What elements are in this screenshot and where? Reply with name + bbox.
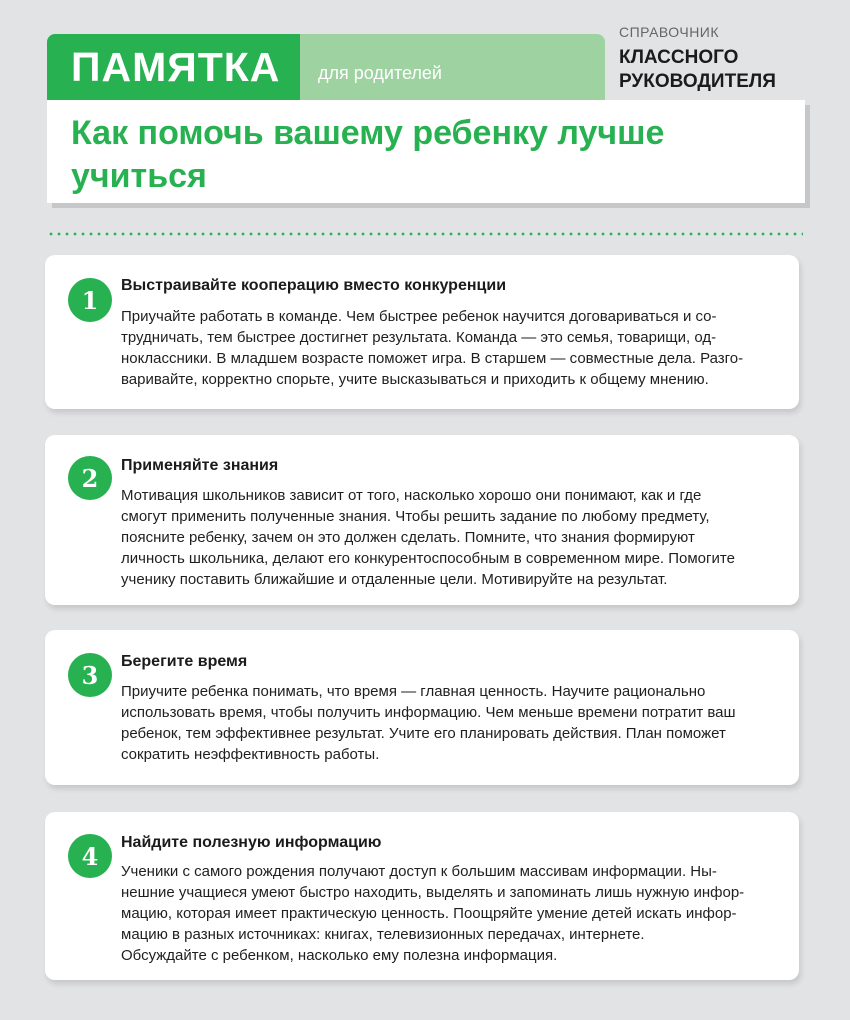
tip-number-badge: 3 [68, 653, 112, 697]
tip-text-line: Мотивация школьников зависит от того, насколько хорошо они понимают, как и где [121, 487, 702, 504]
tip-number-badge: 2 [68, 456, 112, 500]
tip-text-line: трудничать, тем быстрее достигнет результата. Команда — это семья, товарищи, од- [121, 329, 717, 346]
tip-heading: Выстраивайте кооперацию вместо конкуренции [121, 277, 507, 294]
audience-tab [300, 34, 605, 100]
tip-card-2 [45, 435, 799, 605]
tip-number-badge: 4 [68, 834, 112, 878]
tip-text-line: Ученики с самого рождения получают доступ к большим массивам информации. Ны- [121, 863, 717, 880]
tip-text-line: Приучайте работать в команде. Чем быстрее ребенок научится договариваться и со- [121, 308, 717, 325]
dotted-divider [47, 232, 803, 236]
tip-text-line: мацию, которая имеет практическую ценность. Поощряйте умение детей искать инфор- [121, 905, 737, 922]
audience-label: для родителей [318, 63, 442, 83]
tip-text-line: варивайте, корректно спорьте, учите высказываться и приходить к общему мнению. [121, 371, 709, 388]
tip-card-1 [45, 255, 799, 409]
tip-card-4 [45, 812, 799, 980]
memo-badge [47, 34, 300, 100]
tip-text-line: поясните ребенку, зачем он это должен сделать. Помните, что знания формируют [121, 529, 695, 546]
tip-text-line: ученику поставить ближайшие и отдаленные цели. Мотивируйте на результат. [121, 571, 668, 588]
tip-text-line: личность школьника, делают его конкурентоспособным в современном мире. Помогите [121, 550, 735, 567]
tip-text [121, 681, 771, 765]
tip-heading: Берегите время [121, 653, 248, 670]
tip-text-line: использовать время, чтобы получить информацию. Чем меньше времени потратит ваш [121, 704, 736, 721]
tip-card-3 [45, 630, 799, 785]
tip-text-line: мацию в разных источниках: книгах, телевизионных передачах, интернете. [121, 926, 645, 943]
tip-text [121, 861, 771, 966]
tip-text-line: ноклассники. В младшем возрасте поможет игра. В старшем — совместные дела. Разго- [121, 350, 744, 367]
page-title-line1: Как помочь вашему ребенку лучше [71, 114, 665, 152]
tip-heading: Применяйте знания [121, 457, 279, 474]
tip-text-line: ребенок, тем эффективнее результат. Учите его планировать действия. План поможет [121, 725, 726, 742]
tip-text-line: смогут применить полученные знания. Чтобы решить задание по любому предмету, [121, 508, 710, 525]
tip-text-line: Обсуждайте с ребенком, насколько ему полезна информация. [121, 947, 558, 964]
reference-caption: СПРАВОЧНИК [619, 24, 720, 40]
tip-text-line: Приучите ребенка понимать, что время — главная ценность. Научите рационально [121, 683, 706, 700]
title-box [47, 100, 805, 203]
tip-text [121, 306, 771, 390]
tip-number-badge: 1 [68, 278, 112, 322]
page-title [71, 112, 781, 198]
tip-text [121, 485, 771, 590]
page-title-line2: учиться [71, 157, 207, 195]
reference-title-line1: КЛАССНОГО [619, 47, 739, 68]
reference-title-line2: РУКОВОДИТЕЛЯ [619, 71, 776, 92]
memo-badge-label: ПАМЯТКА [71, 43, 281, 90]
tip-heading: Найдите полезную информацию [121, 834, 382, 851]
tip-text-line: сократить неэффективность работы. [121, 746, 380, 763]
tip-text-line: нешние учащиеся умеют быстро находить, выделять и запоминать лишь нужную инфор- [121, 884, 745, 901]
reference-title [619, 46, 776, 94]
